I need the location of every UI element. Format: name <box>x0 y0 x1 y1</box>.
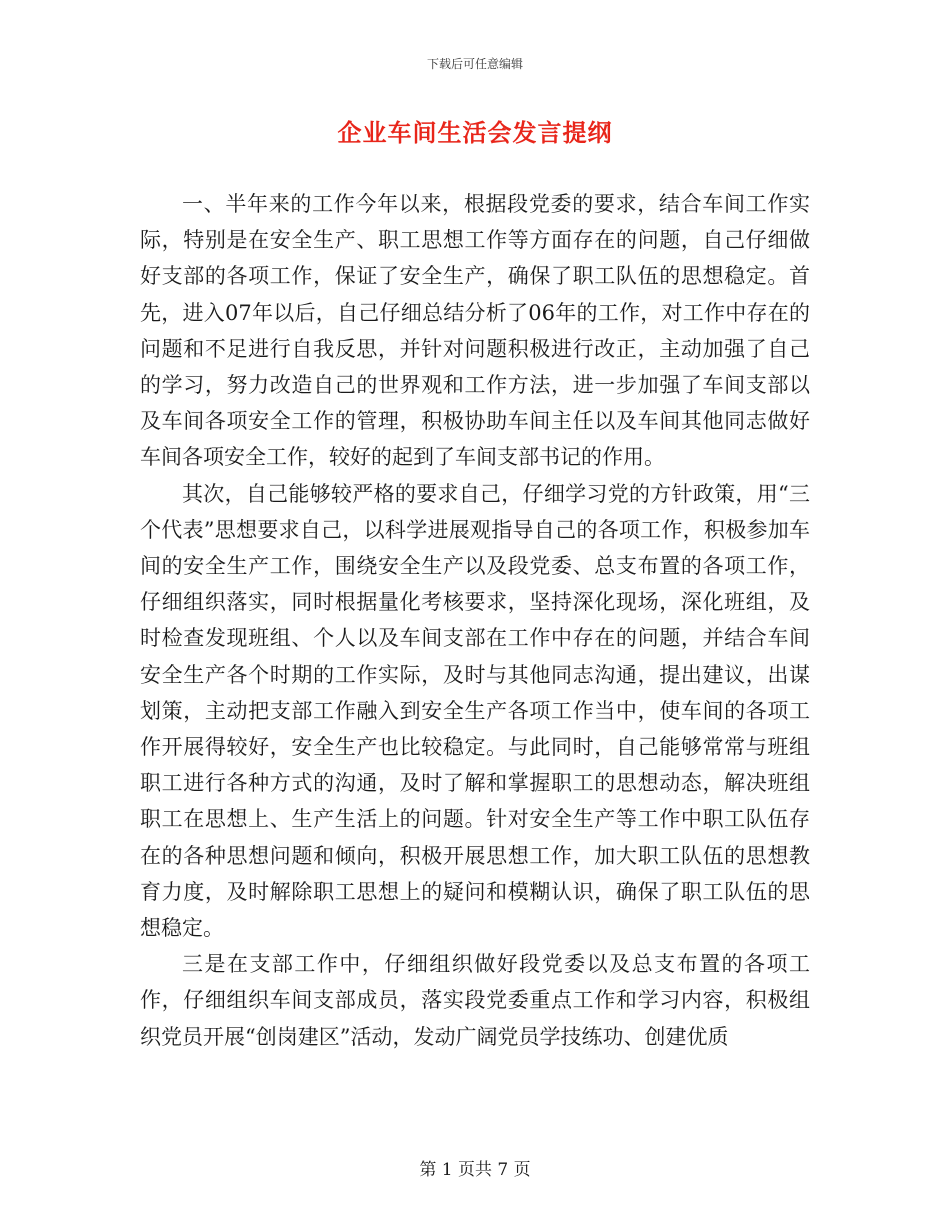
header-note: 下载后可任意编辑 <box>426 57 523 71</box>
document-title: 企业车间生活会发言提纲 <box>337 118 613 147</box>
document-body <box>140 186 810 1055</box>
page-number-footer: 第 1 页共 7 页 <box>419 1160 531 1180</box>
paragraph-2: 其次，自己能够较严格的要求自己，仔细学习党的方针政策，用“三个代表”思想要求自己，以科学进展观指导自己的各项工作，积极参加车间的安全生产工作，围绕安全生产以及段党委、总支布置的各项工作，仔细组织落实，同时根据量化考核要求，坚持深化现场，深化班组，及时检查发现班组、个人以及车间支部在工作中存在的问题，并结合车间安全生产各个时期的工作实际，及时与其他同志沟通，提出建议，出谋划策，主动把支部工作融入到安全生产各项工作当中，使车间的各项工作开展得较好，安全生产也比较稳定。与此同时，自己能够常常与班组职工进行各种方式的沟通，及时了解和掌握职工的思想动态，解决班组职工在思想上、生产生活上的问题。针对安全生产等工作中职工队伍存在的各种思想问题和倾向，积极开展思想工作，加大职工队伍的思想教育力度，及时解除职工思想上的疑问和模糊认识，确保了职工队伍的思想稳定。 <box>140 481 810 941</box>
paragraph-3: 三是在支部工作中，仔细组织做好段党委以及总支布置的各项工作，仔细组织车间支部成员，落实段党委重点工作和学习内容，积极组织党员开展“创岗建区”活动，发动广阔党员学技练功、创建优质 <box>140 952 810 1049</box>
paragraph-1: 一、半年来的工作今年以来，根据段党委的要求，结合车间工作实际，特别是在安全生产、职工思想工作等方面存在的问题，自己仔细做好支部的各项工作，保证了安全生产，确保了职工队伍的思想稳定。首先，进入07年以后，自己仔细总结分析了06年的工作，对工作中存在的问题和不足进行自我反思，并针对问题积极进行改正，主动加强了自己的学习，努力改造自己的世界观和工作方法，进一步加强了车间支部以及车间各项安全工作的管理，积极协助车间主任以及车间其他同志做好车间各项安全工作，较好的起到了车间支部书记的作用。 <box>140 192 810 470</box>
